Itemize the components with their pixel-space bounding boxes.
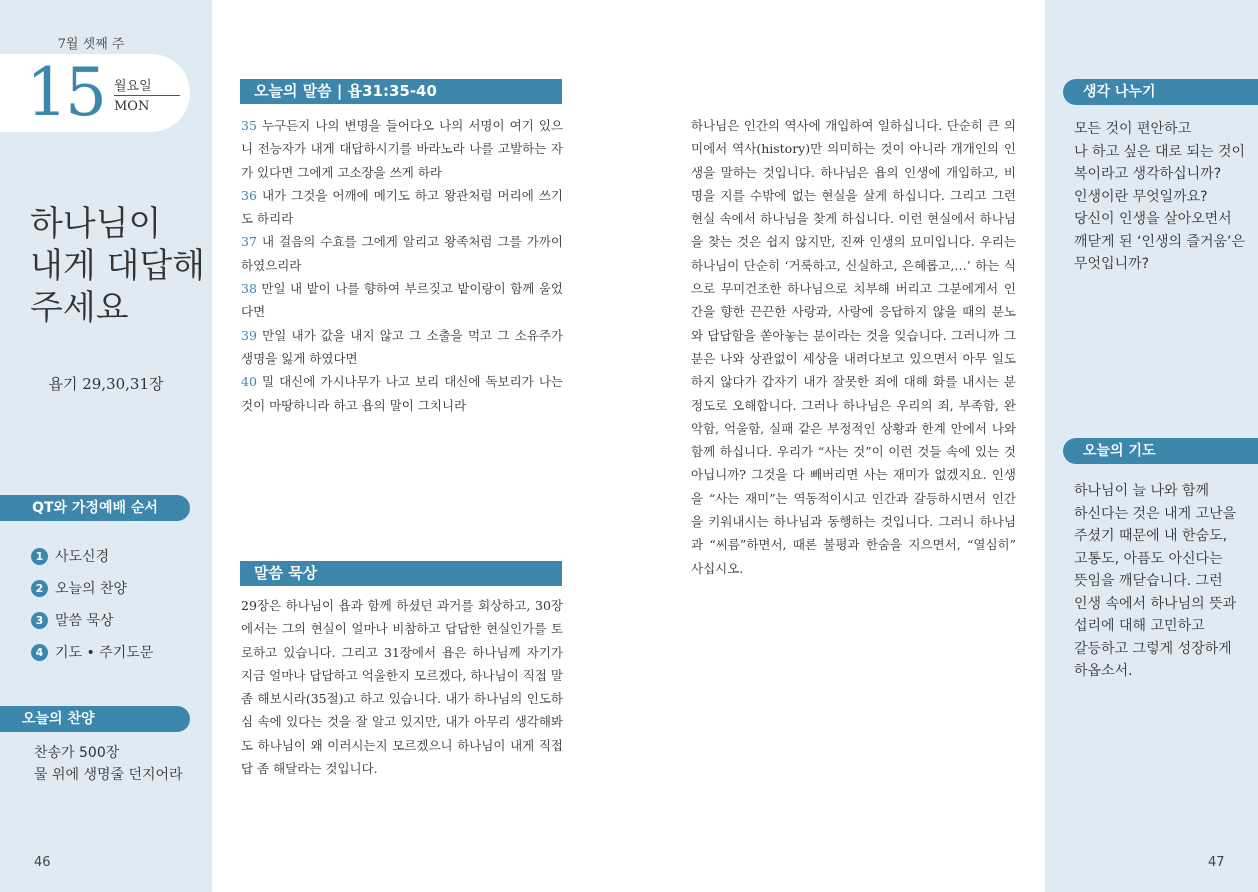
verse-number: 36 xyxy=(241,187,257,203)
order-item-label: 기도 • 주기도문 xyxy=(55,645,154,661)
weekday-english: MON xyxy=(114,99,150,114)
verse xyxy=(241,370,563,417)
order-item-label: 사도신경 xyxy=(55,549,110,565)
page-title xyxy=(30,203,210,329)
title-line: 내게 대답해 xyxy=(30,246,206,286)
hymn-text xyxy=(34,742,183,786)
page-number-right: 47 xyxy=(1208,855,1225,870)
number-badge: 2 xyxy=(31,580,48,597)
list-item xyxy=(31,636,153,668)
order-list xyxy=(31,540,153,668)
continuation-text: 하나님은 인간의 역사에 개입하여 일하십니다. 단순히 큰 의미에서 역사(history)만 의미하는 것이 아니라 개개인의 인생을 말하는 것입니다. 하나님은 욥의 인생에 개입하고, 비명을 지를 수밖에 없는 현실을 살게 하십니다. 그리고 그런 현실 속에서 하나님을 찾게 하십니다. 이런 현실에서 하나님을 찾는 것은 쉽지 않지만, 진짜 인생의 묘미입니다. 우리는 하나님이 단순히 ‘거룩하고, 신실하고, 은혜롭고,…’ 하는 식으로 무미건조한 하나님으로 치부해 버리고 그분에게서 인간을 향한 끈끈한 사랑과, 사랑에 응답하지 않을 때의 분노와 답답함을 쏟아놓는 분이라는 것을 잊습니다. 그러니까 그분은 나와 상관없이 세상을 내려다보고 있으면서 아무 일도 하지 않다가 갑자기 내가 잘못한 죄에 대해 화를 내시는 분 정도로 오해합니다. 그러나 하나님은 우리의 죄, 부족함, 완악함, 억울함, 실패 같은 부정적인 상황과 한계 안에서 나와 함께 하십니다. 우리가 “사는 것”이 이런 것들 속에 있는 것 아닙니까? 그것을 다 빼버리면 사는 재미가 없겠지요. 인생을 “사는 재미”는 역동적이시고 인간과 갈등하시면서 인간을 키워내시는 하나님과 동행하는 것입니다. 그러니 하나님과 “씨름”하면서, 때론 불평과 한숨을 지으면서, “열심히” 사십시오. xyxy=(691,118,1016,576)
date-divider xyxy=(114,95,180,96)
list-item xyxy=(31,540,153,572)
share-line: 복이라고 생각하십니까? xyxy=(1074,166,1222,182)
right-sidebar xyxy=(1045,0,1258,892)
verse-block xyxy=(241,114,563,417)
week-label: 7월 셋째 주 xyxy=(57,37,125,52)
verse-number: 38 xyxy=(241,281,257,297)
prayer-line: 하나님이 늘 나와 함께 xyxy=(1074,483,1210,499)
date-box xyxy=(0,54,190,132)
verse xyxy=(241,277,563,324)
share-thoughts-text xyxy=(1074,118,1258,276)
verse-text: 만일 내 밭이 나를 향하여 부르짖고 밭이랑이 함께 울었다면 xyxy=(241,281,563,320)
number-badge: 1 xyxy=(31,548,48,565)
left-sidebar xyxy=(0,0,212,892)
order-item-label: 오늘의 찬양 xyxy=(55,581,128,597)
title-line: 주세요 xyxy=(30,288,129,328)
prayer-line: 뜻임을 깨닫습니다. 그런 xyxy=(1074,573,1223,589)
verse-text: 내 걸음의 수효를 그에게 알리고 왕족처럼 그를 가까이 하였으리라 xyxy=(241,234,563,273)
share-line: 당신이 인생을 살아오면서 xyxy=(1074,211,1232,227)
hymn-line: 찬송가 500장 xyxy=(34,745,120,761)
prayer-line: 고통도, 아픔도 아신다는 xyxy=(1074,550,1223,567)
share-line: 나 하고 싶은 대로 되는 것이 xyxy=(1074,143,1246,160)
prayer-line: 섭리에 대해 고민하고 xyxy=(1074,618,1205,634)
verse-number: 35 xyxy=(241,118,257,133)
todays-word-heading: 오늘의 말씀 | 욥31:35-40 xyxy=(240,79,562,104)
scripture-reference: 욥기 29,30,31장 xyxy=(48,375,164,393)
verse-number: 39 xyxy=(241,327,257,343)
verse-text: 밀 대신에 가시나무가 나고 보리 대신에 독보리가 나는 것이 마땅하니라 하고 욥의 말이 그치니라 xyxy=(241,374,563,413)
share-line: 깨닫게 된 ‘인생의 즐거움’은 xyxy=(1074,233,1246,250)
prayer-line: 인생 속에서 하나님의 뜻과 xyxy=(1074,595,1237,612)
prayer-line: 하옵소서. xyxy=(1074,663,1133,679)
hymn-heading: 오늘의 찬양 xyxy=(0,706,190,732)
verse xyxy=(241,324,563,371)
verse xyxy=(241,230,563,277)
share-thoughts-heading: 생각 나누기 xyxy=(1063,79,1258,105)
meditation-text: 29장은 하나님이 욥과 함께 하셨던 과거를 회상하고, 30장에서는 그의 현실이 얼마나 비참하고 답답한 현실인가를 토로하고 있습니다. 그리고 31장에서 욥은 하나님께 자기가 지금 얼마나 답답하고 억울한지 모르겠다, 하나님이 직접 말 좀 해보시라(35절)고 하고 있습니다. 내가 하나님의 인도하심 속에 있다는 것을 잘 알고 있지만, 내가 아무리 생각해봐도 하나님이 왜 이러시는지 모르겠으니 하나님이 내게 직접 답 좀 해달라는 것입니다. xyxy=(241,598,563,777)
share-line: 인생이란 무엇일까요? xyxy=(1074,188,1208,205)
verse-text: 내가 그것을 어깨에 메기도 하고 왕관처럼 머리에 쓰기도 하리라 xyxy=(241,187,563,227)
share-line: 무엇입니까? xyxy=(1074,256,1150,272)
meditation-heading: 말씀 묵상 xyxy=(240,561,562,586)
prayer-heading: 오늘의 기도 xyxy=(1063,438,1258,464)
prayer-line: 주셨기 때문에 내 한숨도, xyxy=(1074,528,1228,544)
page-number-left: 46 xyxy=(34,855,51,870)
order-heading: QT와 가정예배 순서 xyxy=(0,495,190,521)
prayer-line: 하신다는 것은 내게 고난을 xyxy=(1074,505,1237,522)
verse-text: 누구든지 나의 변명을 들어다오 나의 서명이 여기 있으니 전능자가 내게 대답하시기를 바라노라 나를 고발하는 자가 있다면 그에게 고소장을 쓰게 하라 xyxy=(241,118,563,180)
verse-number: 37 xyxy=(241,234,257,250)
number-badge: 3 xyxy=(31,612,48,629)
verse-text: 만일 내가 값을 내지 않고 그 소출을 먹고 그 소유주가 생명을 잃게 하였다면 xyxy=(241,327,563,366)
share-line: 모든 것이 편안하고 xyxy=(1074,121,1192,137)
order-item-label: 말씀 묵상 xyxy=(55,613,114,629)
list-item xyxy=(31,572,153,604)
prayer-line: 갈등하고 그렇게 성장하게 xyxy=(1074,640,1232,657)
hymn-line: 물 위에 생명줄 던지어라 xyxy=(34,767,183,783)
verse-number: 40 xyxy=(241,374,257,390)
prayer-text xyxy=(1074,480,1258,683)
number-badge: 4 xyxy=(31,644,48,661)
verse xyxy=(241,114,563,184)
weekday-korean: 월요일 xyxy=(114,79,152,94)
title-line: 하나님이 xyxy=(30,204,162,244)
list-item xyxy=(31,604,153,636)
day-number: 15 xyxy=(26,54,104,131)
verse xyxy=(241,184,563,231)
